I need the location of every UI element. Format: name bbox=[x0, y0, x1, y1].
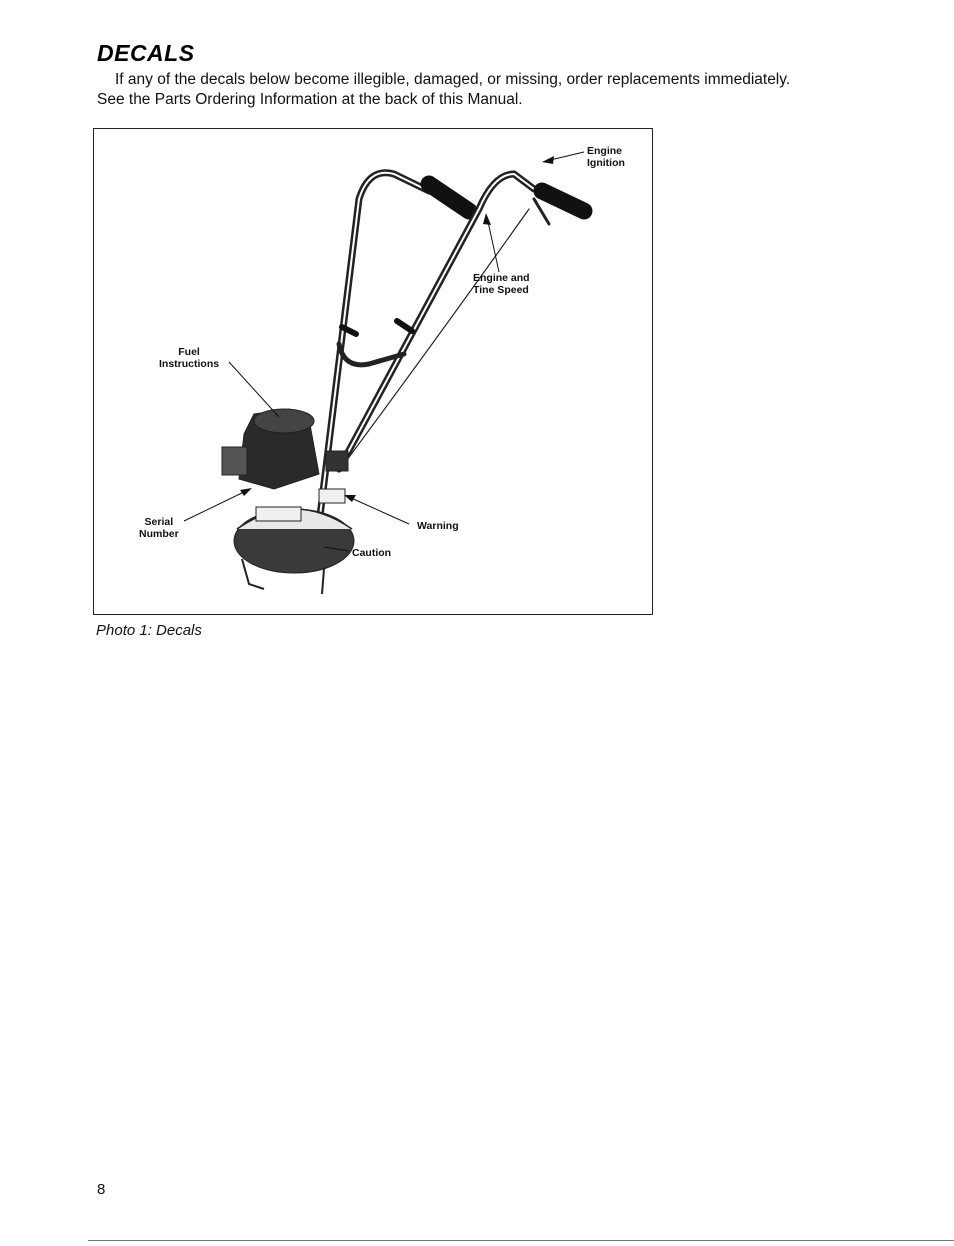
label-instructions: Instructions bbox=[159, 358, 220, 370]
arrow-engine-tine-speed bbox=[487, 217, 499, 272]
intro-line-2: See the Parts Ordering Information at the back of this Manual. bbox=[97, 91, 523, 108]
arrow-warning bbox=[349, 497, 409, 524]
control-cable bbox=[344, 209, 529, 464]
label-serial-number bbox=[139, 516, 179, 540]
tine-housing bbox=[234, 489, 354, 594]
label-fuel: Fuel bbox=[178, 346, 200, 358]
label-engine-and: Engine and bbox=[473, 272, 530, 284]
arrow-fuel-instructions bbox=[229, 362, 279, 417]
decals-photo-frame bbox=[93, 128, 653, 615]
right-handle-bar bbox=[339, 174, 534, 469]
label-engine-ignition bbox=[587, 145, 625, 169]
page-number: 8 bbox=[97, 1181, 106, 1198]
warning-decal bbox=[319, 489, 345, 503]
label-tine-speed: Tine Speed bbox=[473, 284, 529, 296]
fuel-cap-area bbox=[254, 409, 314, 433]
label-engine: Engine bbox=[587, 145, 623, 157]
label-engine-tine-speed bbox=[473, 272, 530, 296]
intro-line-1: If any of the decals below become illegible, damaged, or missing, order replacements immediately. bbox=[115, 71, 791, 88]
label-ignition: Ignition bbox=[587, 157, 625, 169]
tiller-drawing bbox=[319, 173, 584, 524]
page-heading: DECALS bbox=[97, 40, 195, 66]
right-grip bbox=[542, 191, 584, 211]
label-serial: Serial bbox=[144, 516, 174, 528]
label-fuel-instructions bbox=[159, 346, 219, 370]
callout-arrows bbox=[184, 152, 584, 551]
arrow-serial-number bbox=[184, 491, 246, 521]
label-warning: Warning bbox=[417, 520, 459, 532]
air-filter bbox=[222, 447, 247, 475]
figure-caption: Photo 1: Decals bbox=[96, 622, 202, 639]
tiller-illustration bbox=[94, 129, 652, 614]
footer-rule bbox=[88, 1240, 954, 1241]
label-caution: Caution bbox=[352, 547, 392, 559]
intro-paragraph bbox=[97, 70, 897, 110]
left-grip bbox=[429, 184, 469, 211]
throttle-lever bbox=[534, 199, 549, 224]
muffler bbox=[326, 451, 348, 471]
label-number: Number bbox=[139, 528, 179, 540]
serial-decal bbox=[256, 507, 301, 521]
